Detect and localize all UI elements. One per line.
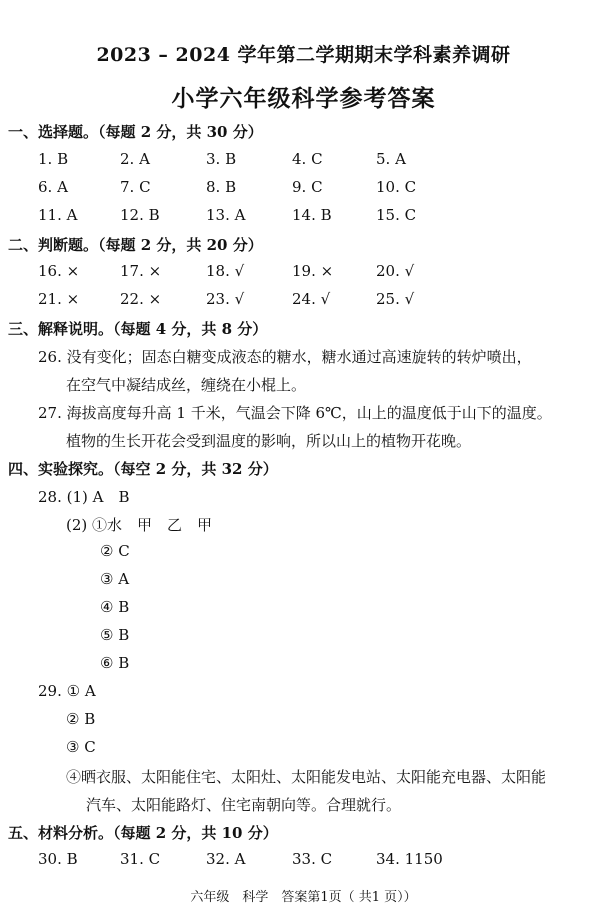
answer-row [0,150,607,172]
answer-item: 31. C [120,850,161,868]
answer-item: 14. B [292,206,332,224]
answer-item: 25. √ [376,290,415,308]
answer-item: 5. A [376,150,406,168]
answer-item: 4. C [292,150,323,168]
answer-item: 30. B [38,850,78,868]
answer-item: 6. A [38,178,68,196]
answer-29-4-line2: 汽车、太阳能路灯、住宅南朝向等。合理就行。 [86,796,402,814]
answer-item: 34. 1150 [376,850,443,868]
section-heading-explain: 三、解释说明。（每题 4 分，共 8 分） [8,320,268,338]
answer-item: 22. × [120,290,162,308]
answer-item: 12. B [120,206,160,224]
answer-27-line2: 植物的生长开花会受到温度的影响，所以山上的植物开花晚。 [66,432,472,450]
section-heading-choice: 一、选择题。（每题 2 分，共 30 分） [8,123,263,141]
document-subtitle: 小学六年级科学参考答案 [171,85,436,112]
answer-28-2-item: ② C [100,542,130,560]
answer-item: 9. C [292,178,323,196]
answer-row [0,178,607,200]
answer-27-line1: 27. 海拔高度每升高 1 千米，气温会下降 6℃，山上的温度低于山下的温度。 [38,404,552,422]
answer-row [0,850,607,872]
answer-28-2-item: ④ B [100,598,130,616]
answer-28-2-item: ⑥ B [100,654,130,672]
answer-item: 19. × [292,262,334,280]
answer-item: 7. C [120,178,151,196]
answer-item: 15. C [376,206,417,224]
answer-29-1: 29. ① A [38,682,96,700]
answer-item: 17. × [120,262,162,280]
answer-row [0,290,607,312]
answer-item: 13. A [206,206,246,224]
answer-item: 16. × [38,262,80,280]
answer-28-2-item: ③ A [100,570,130,588]
section-heading-material: 五、材料分析。（每题 2 分，共 10 分） [8,824,278,842]
answer-29-item: ③ C [66,738,96,756]
section-heading-judge: 二、判断题。（每题 2 分，共 20 分） [8,236,263,254]
answer-item: 18. √ [206,262,245,280]
page-footer: 六年级 科学 答案第1页（ 共1 页）） [190,890,417,905]
answer-item: 23. √ [206,290,245,308]
answer-item: 33. C [292,850,333,868]
answer-28-1: 28. (1) A B [38,488,130,506]
answer-26-line1: 26. 没有变化；固态白糖变成液态的糖水，糖水通过高速旋转的转炉喷出， [38,348,532,366]
answer-row [0,206,607,228]
answer-item: 8. B [206,178,237,196]
answer-item: 24. √ [292,290,331,308]
answer-item: 11. A [38,206,78,224]
answer-item: 21. × [38,290,80,308]
answer-row [0,262,607,284]
document-title: 2023 – 2024 学年第二学期期末学科素养调研 [96,44,511,66]
answer-item: 10. C [376,178,417,196]
answer-28-2-item: ⑤ B [100,626,130,644]
answer-26-line2: 在空气中凝结成丝，缠绕在小棍上。 [66,376,307,394]
answer-29-4-line1: ④晒衣服、太阳能住宅、太阳灶、太阳能发电站、太阳能充电器、太阳能 [66,768,547,786]
answer-item: 20. √ [376,262,415,280]
answer-item: 1. B [38,150,69,168]
answer-29-item: ② B [66,710,96,728]
section-heading-experiment: 四、实验探究。（每空 2 分，共 32 分） [8,460,278,478]
answer-item: 32. A [206,850,246,868]
answer-item: 2. A [120,150,150,168]
answer-item: 3. B [206,150,237,168]
answer-28-2: (2) ①水 甲 乙 甲 [66,516,213,534]
